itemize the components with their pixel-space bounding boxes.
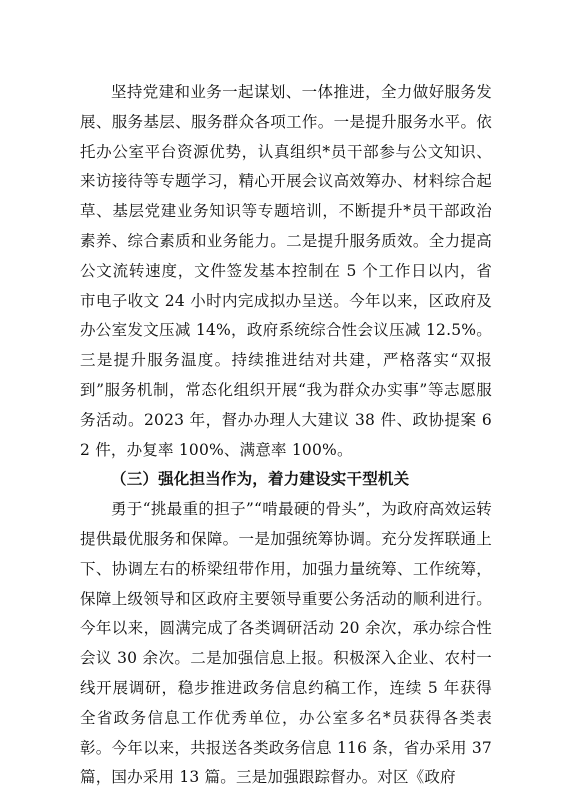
body-paragraph-2: 勇于“挑最重的担子”“啃最硬的骨头”，为政府高效运转提供最优服务和保障。一是加强统筹协调。充分发挥联通上下、协调左右的桥梁纽带作用，加强力量统筹、工作统筹，保障上级领导和区政府主要领导重要公务活动的顺利进行。今年以来，圆满完成了各类调研活动 20 余次，承办综合性会议 30 余次。二是加强信息上报。积极深入企业、农村一线开展调研，稳步推进政务信息约稿工作，连续 5 年获得全省政务信息工作优秀单位，办公室多名*员获得各类表彰。今年以来，共报送各类政务信息 116 条，省办采用 37 篇，国办采用 13 篇。三是加强跟踪督办。对区《政府: [80, 500, 492, 787]
document-body: [80, 78, 492, 793]
section-heading: （三）强化担当作为，着力建设实干型机关: [111, 470, 410, 489]
body-paragraph-1: 坚持党建和业务一起谋划、一体推进，全力做好服务发展、服务基层、服务群众各项工作。一是提升服务水平。依托办公室平台资源优势，认真组织*员干部参与公文知识、来访接待等专题学习，精心开展会议高效筹办、材料综合起草、基层党建业务知识等专题培训，不断提升*员干部政治素养、综合素质和业务能力。二是提升服务质效。全力提高公文流转速度，文件签发基本控制在 5 个工作日以内，省市电子收文 24 小时内完成拟办呈送。今年以来，区政府及办公室发文压减 14%，政府系统综合性会议压减 12.5%。三是提升服务温度。持续推进结对共建，严格落实“双报到”服务机制，常态化组织开展“我为群众办实事”等志愿服务活动。2023 年，督办办理人大建议 38 件、政协提案 62 件，办复率 100%、满意率 100%。: [80, 83, 492, 459]
